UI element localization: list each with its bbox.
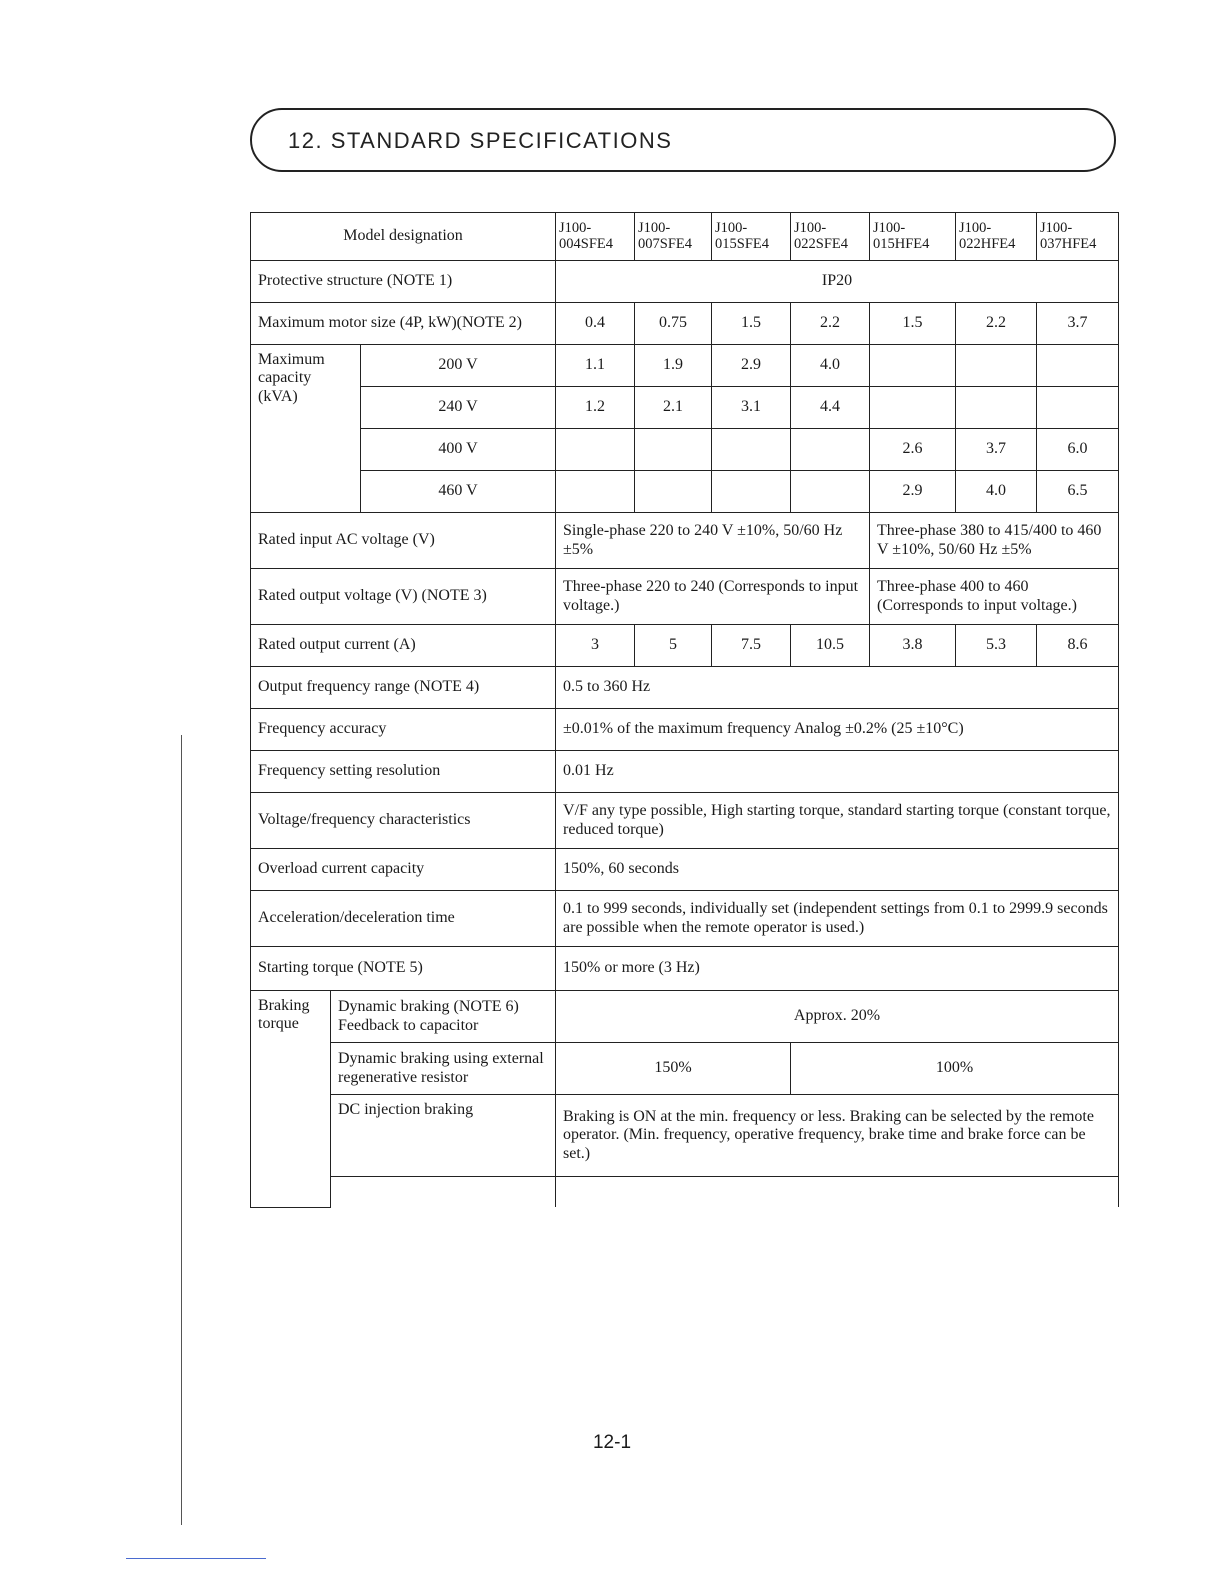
max-capacity-label: Maximum capacity (kVA) (251, 345, 361, 513)
motor-size-value: 0.4 (556, 303, 635, 345)
capacity-value: 6.5 (1037, 471, 1119, 513)
starting-torque-label: Starting torque (NOTE 5) (251, 947, 556, 991)
row-vf-characteristics (251, 793, 1119, 849)
input-voltage-three-phase: Three-phase 380 to 415/400 to 460 V ±10%, 50/60 Hz ±5% (870, 513, 1119, 569)
row-output-frequency-range (251, 667, 1119, 709)
model-cell (635, 213, 712, 261)
dynamic-braking-label: Dynamic braking (NOTE 6) Feedback to capacitor (331, 991, 556, 1043)
row-frequency-accuracy (251, 709, 1119, 751)
model-prefix: J100- (715, 220, 748, 237)
motor-size-value: 2.2 (956, 303, 1037, 345)
rated-output-voltage-label: Rated output voltage (V) (NOTE 3) (251, 569, 556, 625)
capacity-value (1037, 345, 1119, 387)
model-code: 004SFE4 (559, 235, 614, 252)
row-braking-external (251, 1043, 1119, 1095)
vf-characteristics-label: Voltage/frequency characteristics (251, 793, 556, 849)
row-model-designation (251, 213, 1119, 261)
capacity-value (712, 471, 791, 513)
capacity-value: 4.0 (791, 345, 870, 387)
model-prefix: J100- (638, 220, 671, 237)
model-prefix: J100- (873, 220, 906, 237)
dc-injection-label: DC injection braking (331, 1095, 556, 1177)
motor-size-value: 1.5 (712, 303, 791, 345)
output-current-value: 10.5 (791, 625, 870, 667)
model-code: 022SFE4 (794, 235, 849, 252)
row-capacity-460v (251, 471, 1119, 513)
capacity-value: 4.4 (791, 387, 870, 429)
row-starting-torque (251, 947, 1119, 991)
capacity-value (712, 429, 791, 471)
model-designation-label: Model designation (251, 213, 556, 261)
model-cell (870, 213, 956, 261)
motor-size-value: 0.75 (635, 303, 712, 345)
output-current-value: 5.3 (956, 625, 1037, 667)
capacity-value: 1.1 (556, 345, 635, 387)
motor-size-value: 3.7 (1037, 303, 1119, 345)
capacity-voltage: 460 V (361, 471, 556, 513)
output-current-value: 3.8 (870, 625, 956, 667)
capacity-value (956, 387, 1037, 429)
capacity-value: 2.6 (870, 429, 956, 471)
capacity-value (791, 429, 870, 471)
row-frequency-resolution (251, 751, 1119, 793)
section-title: 12. STANDARD SPECIFICATIONS (288, 128, 673, 153)
protective-structure-value: IP20 (556, 261, 1119, 303)
external-resistor-three-value: 100% (791, 1043, 1119, 1095)
output-frequency-range-label: Output frequency range (NOTE 4) (251, 667, 556, 709)
output-current-value: 7.5 (712, 625, 791, 667)
capacity-value (635, 471, 712, 513)
row-capacity-200v (251, 345, 1119, 387)
model-cell (1037, 213, 1119, 261)
frequency-resolution-label: Frequency setting resolution (251, 751, 556, 793)
capacity-value: 1.9 (635, 345, 712, 387)
capacity-value (870, 345, 956, 387)
stub-cell (556, 1177, 1119, 1208)
model-cell (712, 213, 791, 261)
capacity-value: 6.0 (1037, 429, 1119, 471)
capacity-voltage: 400 V (361, 429, 556, 471)
model-prefix: J100- (794, 220, 827, 237)
external-resistor-label: Dynamic braking using external regenerative resistor (331, 1043, 556, 1095)
capacity-voltage: 240 V (361, 387, 556, 429)
input-voltage-single-phase: Single-phase 220 to 240 V ±10%, 50/60 Hz ±5% (556, 513, 870, 569)
row-capacity-240v (251, 387, 1119, 429)
model-cell (956, 213, 1037, 261)
output-voltage-three-phase: Three-phase 400 to 460 (Corresponds to input voltage.) (870, 569, 1119, 625)
overload-capacity-label: Overload current capacity (251, 849, 556, 891)
starting-torque-value: 150% or more (3 Hz) (556, 947, 1119, 991)
capacity-value (635, 429, 712, 471)
capacity-value (870, 387, 956, 429)
vf-characteristics-value: V/F any type possible, High starting torque, standard starting torque (constant torque, reduced torque) (556, 793, 1119, 849)
capacity-value: 3.1 (712, 387, 791, 429)
row-capacity-400v (251, 429, 1119, 471)
row-rated-output-voltage (251, 569, 1119, 625)
capacity-voltage: 200 V (361, 345, 556, 387)
capacity-value: 2.1 (635, 387, 712, 429)
capacity-value: 4.0 (956, 471, 1037, 513)
external-resistor-single-value: 150% (556, 1043, 791, 1095)
motor-size-value: 2.2 (791, 303, 870, 345)
capacity-value: 2.9 (870, 471, 956, 513)
max-motor-size-label: Maximum motor size (4P, kW)(NOTE 2) (251, 303, 556, 345)
row-rated-output-current (251, 625, 1119, 667)
model-code: 015SFE4 (715, 235, 770, 252)
row-protective-structure (251, 261, 1119, 303)
protective-structure-label: Protective structure (NOTE 1) (251, 261, 556, 303)
output-current-value: 3 (556, 625, 635, 667)
row-braking-dc-injection (251, 1095, 1119, 1177)
rated-input-voltage-label: Rated input AC voltage (V) (251, 513, 556, 569)
capacity-value (791, 471, 870, 513)
model-code: 007SFE4 (638, 235, 693, 252)
row-accel-decel-time (251, 891, 1119, 947)
footer-rule (126, 1558, 266, 1559)
specifications-table (250, 212, 1119, 1208)
stub-cell (331, 1177, 556, 1208)
motor-size-value: 1.5 (870, 303, 956, 345)
model-code: 037HFE4 (1040, 235, 1097, 252)
capacity-value (1037, 387, 1119, 429)
model-cell (556, 213, 635, 261)
row-overload-capacity (251, 849, 1119, 891)
row-rated-input-voltage (251, 513, 1119, 569)
output-frequency-range-value: 0.5 to 360 Hz (556, 667, 1119, 709)
capacity-value (556, 471, 635, 513)
model-prefix: J100- (559, 220, 592, 237)
braking-torque-label: Braking torque (251, 991, 331, 1208)
capacity-value: 1.2 (556, 387, 635, 429)
accel-decel-label: Acceleration/deceleration time (251, 891, 556, 947)
section-title-banner (250, 108, 1116, 172)
dc-injection-value: Braking is ON at the min. frequency or less. Braking can be selected by the remote operator. (Min. frequency, operative frequency, brake time and brake force can be set.) (556, 1095, 1119, 1177)
output-voltage-single-phase: Three-phase 220 to 240 (Corresponds to input voltage.) (556, 569, 870, 625)
overload-capacity-value: 150%, 60 seconds (556, 849, 1119, 891)
output-current-value: 8.6 (1037, 625, 1119, 667)
capacity-value: 3.7 (956, 429, 1037, 471)
capacity-value (556, 429, 635, 471)
model-cell (791, 213, 870, 261)
rated-output-current-label: Rated output current (A) (251, 625, 556, 667)
model-prefix: J100- (959, 220, 992, 237)
capacity-value (956, 345, 1037, 387)
row-continuation-stub (251, 1177, 1119, 1208)
frequency-accuracy-value: ±0.01% of the maximum frequency Analog ±0.2% (25 ±10°C) (556, 709, 1119, 751)
row-braking-dynamic (251, 991, 1119, 1043)
row-max-motor-size (251, 303, 1119, 345)
capacity-value: 2.9 (712, 345, 791, 387)
model-code: 015HFE4 (873, 235, 930, 252)
model-prefix: J100- (1040, 220, 1073, 237)
frequency-resolution-value: 0.01 Hz (556, 751, 1119, 793)
frequency-accuracy-label: Frequency accuracy (251, 709, 556, 751)
page-number: 12-1 (592, 1432, 632, 1453)
model-code: 022HFE4 (959, 235, 1016, 252)
margin-rule (181, 735, 182, 1525)
output-current-value: 5 (635, 625, 712, 667)
dynamic-braking-value: Approx. 20% (556, 991, 1119, 1043)
accel-decel-value: 0.1 to 999 seconds, individually set (independent settings from 0.1 to 2999.9 seconds are possible when the remote operator is used.) (556, 891, 1119, 947)
